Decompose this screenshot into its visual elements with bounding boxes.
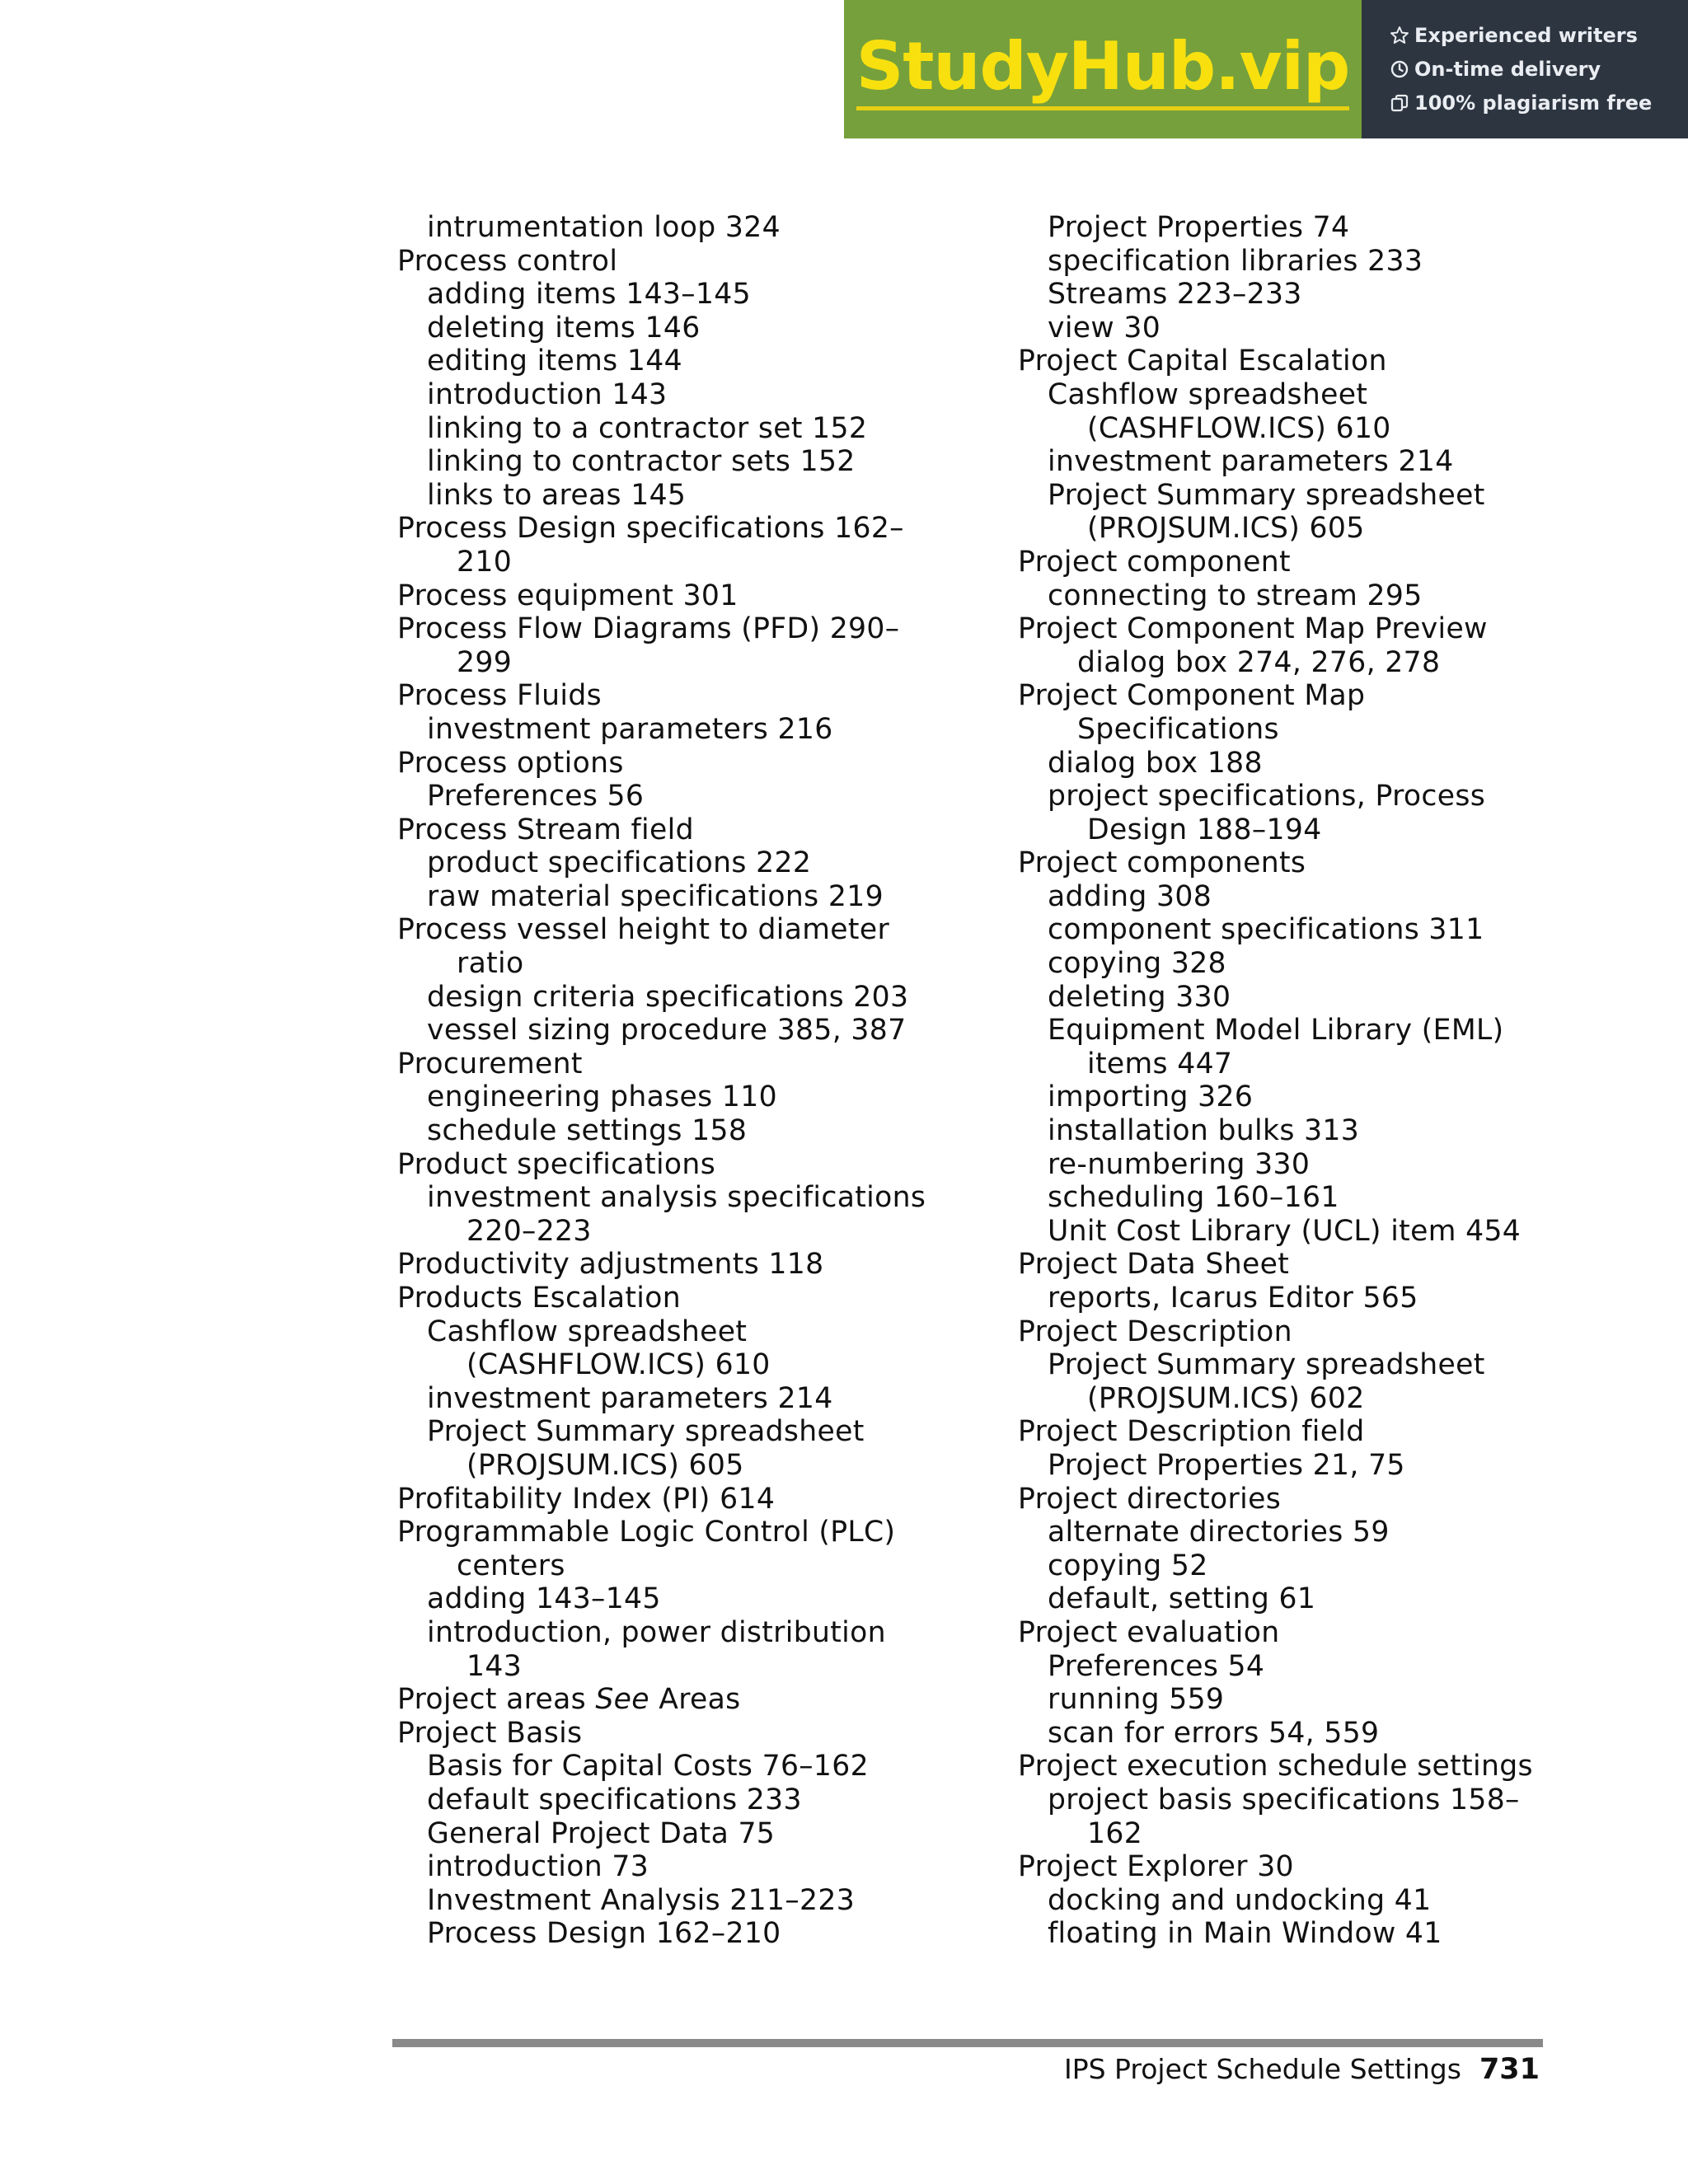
index-entry-text: Project Summary spreadsheet xyxy=(427,1415,865,1449)
index-entry-text: Product specifications xyxy=(397,1147,716,1181)
index-subentry xyxy=(1018,278,1545,312)
index-column-left xyxy=(397,211,925,1951)
index-entry xyxy=(397,245,925,279)
see-target: Areas xyxy=(649,1683,741,1717)
index-subentry xyxy=(1018,1215,1545,1249)
index-subentry xyxy=(397,1181,925,1215)
index-entry xyxy=(397,1683,925,1717)
index-subentry xyxy=(1018,947,1545,981)
index-entry-text: view 30 xyxy=(1048,311,1161,344)
index-entry xyxy=(1018,546,1545,579)
index-entry-text: Process Design 162–210 xyxy=(427,1917,781,1951)
index-subentry xyxy=(1018,445,1545,479)
index-entry-text: items 447 xyxy=(1087,1047,1233,1080)
index-subentry xyxy=(1018,1014,1545,1047)
index-subentry xyxy=(397,1750,925,1783)
index-subentry xyxy=(397,780,925,813)
index-subentry xyxy=(397,846,925,880)
index-entry-text: centers xyxy=(457,1549,565,1582)
index-subentry xyxy=(1018,312,1545,345)
index-subentry xyxy=(397,1315,925,1349)
index-entry-text: Basis for Capital Costs 76–162 xyxy=(427,1750,869,1783)
star-icon xyxy=(1390,26,1409,45)
index-entry-text: Process vessel height to diameter xyxy=(397,913,890,947)
index-entry-text: scheduling 160–161 xyxy=(1048,1181,1339,1215)
index-entry-text: schedule settings 158 xyxy=(427,1114,748,1148)
index-entry xyxy=(397,1516,925,1549)
index-entry-text: design criteria specifications 203 xyxy=(427,980,909,1014)
index-entry-text: Procurement xyxy=(397,1047,583,1080)
index-entry-continuation xyxy=(397,947,925,981)
index-entry xyxy=(397,1282,925,1315)
index-entry-text: default specifications 233 xyxy=(427,1783,802,1816)
index-entry-text: specification libraries 233 xyxy=(1048,244,1423,278)
index-entry-text: scan for errors 54, 559 xyxy=(1048,1716,1380,1750)
index-subentry xyxy=(1018,1080,1545,1114)
index-entry-text: Project Properties 21, 75 xyxy=(1048,1448,1405,1482)
index-entry xyxy=(397,512,925,546)
index-entry-text: Project Explorer 30 xyxy=(1018,1850,1294,1884)
index-entry-text: investment parameters 214 xyxy=(1048,445,1454,479)
index-entry-text: Cashflow spreadsheet xyxy=(427,1315,748,1348)
index-entry-text: Investment Analysis 211–223 xyxy=(427,1883,856,1917)
index-entry xyxy=(1018,846,1545,880)
index-entry xyxy=(397,1148,925,1182)
index-subentry xyxy=(1018,1114,1545,1148)
index-entry-continuation xyxy=(397,1215,925,1249)
index-entry-text: introduction 143 xyxy=(427,377,668,411)
index-entry-text: Design 188–194 xyxy=(1087,813,1322,846)
index-subentry xyxy=(1018,1683,1545,1717)
index-entry-text: Unit Cost Library (UCL) item 454 xyxy=(1048,1214,1522,1248)
index-entry-text: Preferences 56 xyxy=(427,780,645,813)
index-entry-text: Process Stream field xyxy=(397,813,694,846)
index-entry-text: linking to a contractor set 152 xyxy=(427,411,868,445)
index-entry-text: ratio xyxy=(457,947,524,981)
index-entry xyxy=(397,612,925,646)
index-subentry xyxy=(397,1884,925,1918)
page-footer xyxy=(1064,2053,1540,2086)
index-subentry xyxy=(397,278,925,312)
index-subentry xyxy=(1018,747,1545,780)
index-subentry xyxy=(397,1917,925,1951)
index-entry-text: Project Description field xyxy=(1018,1415,1365,1449)
index-entry-text: Project Component Map xyxy=(1018,679,1366,713)
index-subentry xyxy=(1018,1917,1545,1951)
index-subentry xyxy=(397,412,925,446)
index-subentry xyxy=(1018,1650,1545,1684)
index-subentry xyxy=(397,445,925,479)
index-subentry xyxy=(397,1080,925,1114)
index-entry-text: Project Data Sheet xyxy=(1018,1248,1290,1282)
index-entry-text: Project Summary spreadsheet xyxy=(1048,478,1485,512)
feature-on-time-delivery xyxy=(1390,53,1688,87)
index-entry-text: adding 143–145 xyxy=(427,1582,661,1616)
feature-list xyxy=(1362,0,1688,138)
index-subentry xyxy=(1018,880,1545,914)
index-entry-continuation xyxy=(397,1449,925,1483)
index-entry-text: Project component xyxy=(1018,545,1291,579)
index-entry-text: Project Component Map Preview xyxy=(1018,612,1488,646)
index-entry-continuation xyxy=(1018,813,1545,847)
index-entry-text: deleting 330 xyxy=(1048,980,1231,1014)
index-entry-text: component specifications 311 xyxy=(1048,913,1484,947)
index-entry-text: Project Basis xyxy=(397,1716,583,1750)
index-entry-text: Products Escalation xyxy=(397,1282,682,1315)
index-entry-text: Streams 223–233 xyxy=(1048,278,1302,312)
index-entry-text: Specifications xyxy=(1077,712,1279,746)
index-entry-text: (PROJSUM.ICS) 602 xyxy=(1087,1381,1365,1415)
clock-icon xyxy=(1390,59,1409,79)
index-subentry xyxy=(1018,913,1545,947)
feature-label: On-time delivery xyxy=(1414,58,1601,81)
index-entry xyxy=(397,679,925,713)
index-entry xyxy=(397,1717,925,1750)
index-entry-text: default, setting 61 xyxy=(1048,1582,1316,1616)
index-subentry xyxy=(1018,211,1545,245)
index-entry xyxy=(1018,1616,1545,1650)
index-entry-text: project basis specifications 158– xyxy=(1048,1783,1520,1816)
index-entry-text: 143 xyxy=(467,1649,523,1683)
index-entry-text: project specifications, Process xyxy=(1048,780,1486,813)
index-entry-text: reports, Icarus Editor 565 xyxy=(1048,1282,1418,1315)
index-entry-text: linking to contractor sets 152 xyxy=(427,445,856,479)
index-entry-text: (PROJSUM.ICS) 605 xyxy=(1087,512,1365,546)
index-subentry xyxy=(1018,479,1545,513)
index-entry xyxy=(1018,612,1545,646)
index-subentry xyxy=(1018,1783,1545,1817)
index-entry-text: product specifications 222 xyxy=(427,846,812,880)
brand-name: StudyHub.vip xyxy=(856,29,1350,110)
index-subentry xyxy=(1018,1449,1545,1483)
page-number: 731 xyxy=(1479,2053,1540,2086)
index-entry-text: importing 326 xyxy=(1048,1080,1254,1114)
index-entry xyxy=(1018,1315,1545,1349)
index-entry-text: Project areas xyxy=(397,1683,596,1717)
index-entry-text: dialog box 188 xyxy=(1048,746,1263,780)
index-entry-text: Project Description xyxy=(1018,1315,1292,1348)
index-entry-text: Project Summary spreadsheet xyxy=(1048,1348,1485,1382)
index-entry-text: investment analysis specifications xyxy=(427,1181,926,1215)
index-entry-text: Preferences 54 xyxy=(1048,1649,1265,1683)
index-subentry xyxy=(397,378,925,412)
index-entry-text: investment parameters 216 xyxy=(427,712,833,746)
index-entry-text: Process control xyxy=(397,244,618,278)
index-subentry xyxy=(1018,1717,1545,1750)
index-subentry xyxy=(397,880,925,914)
index-subentry xyxy=(1018,780,1545,813)
index-entry xyxy=(1018,1750,1545,1783)
index-subentry xyxy=(1018,1582,1545,1616)
index-subentry xyxy=(397,1014,925,1047)
index-entry xyxy=(1018,1850,1545,1884)
index-subentry xyxy=(397,479,925,513)
index-subentry xyxy=(1018,1282,1545,1315)
index-entry-text: installation bulks 313 xyxy=(1048,1114,1360,1148)
index-entry-text: copying 328 xyxy=(1048,947,1226,981)
index-entry-continuation xyxy=(397,546,925,579)
index-entry-text: Process Fluids xyxy=(397,679,603,713)
index-entry-text: intrumentation loop 324 xyxy=(427,211,781,244)
index-subentry xyxy=(1018,1348,1545,1382)
index-subentry xyxy=(1018,981,1545,1015)
index-entry-text: links to areas 145 xyxy=(427,478,687,512)
index-entry-text: adding items 143–145 xyxy=(427,278,751,312)
index-entry-text: Project evaluation xyxy=(1018,1615,1280,1649)
index-entry-text: 220–223 xyxy=(467,1214,592,1248)
index-entry xyxy=(397,747,925,780)
index-entry-text: Project components xyxy=(1018,846,1306,880)
index-entry-continuation xyxy=(1018,713,1545,747)
index-entry-text: alternate directories 59 xyxy=(1048,1516,1390,1549)
studyhub-banner[interactable] xyxy=(844,0,1688,138)
index-subentry xyxy=(397,344,925,378)
index-entry xyxy=(397,1248,925,1282)
index-entry-text: (CASHFLOW.ICS) 610 xyxy=(467,1348,771,1382)
index-subentry xyxy=(1018,1181,1545,1215)
index-entry-text: Cashflow spreadsheet xyxy=(1048,377,1368,411)
index-subentry xyxy=(1018,579,1545,613)
index-entry-continuation xyxy=(397,1348,925,1382)
index-entry-text: Project execution schedule settings xyxy=(1018,1750,1533,1783)
index-entry xyxy=(1018,344,1545,378)
index-column-right xyxy=(1018,211,1545,1951)
index-entry-text: Process Design specifications 162– xyxy=(397,512,904,546)
index-entry-text: Equipment Model Library (EML) xyxy=(1048,1014,1504,1047)
index-entry-continuation xyxy=(1018,1817,1545,1851)
feature-label: Experienced writers xyxy=(1414,24,1638,47)
index-subentry xyxy=(1018,245,1545,279)
index-entry-continuation xyxy=(397,1650,925,1684)
index-entry-continuation xyxy=(1018,512,1545,546)
index-entry-text: Project Properties 74 xyxy=(1048,211,1350,244)
index-entry-text: Process Flow Diagrams (PFD) 290– xyxy=(397,612,900,646)
index-entry-text: investment parameters 214 xyxy=(427,1381,833,1415)
index-subentry xyxy=(1018,1884,1545,1918)
see-reference: See xyxy=(595,1683,649,1717)
index-entry-text: engineering phases 110 xyxy=(427,1080,777,1114)
index-entry-text: 162 xyxy=(1087,1816,1143,1850)
index-entry-text: General Project Data 75 xyxy=(427,1816,776,1850)
footer-section-title: IPS Project Schedule Settings xyxy=(1063,2053,1461,2085)
index-entry-continuation xyxy=(1018,412,1545,446)
index-entry-text: introduction 73 xyxy=(427,1850,649,1884)
index-subentry xyxy=(397,1616,925,1650)
index-entry-continuation xyxy=(1018,1382,1545,1416)
index-subentry xyxy=(397,1582,925,1616)
index-entry-text: Productivity adjustments 118 xyxy=(397,1248,824,1282)
index-subentry xyxy=(397,713,925,747)
index-entry xyxy=(1018,1248,1545,1282)
index-entry-text: copying 52 xyxy=(1048,1549,1208,1582)
index-subentry xyxy=(1018,1549,1545,1583)
index-entry-text: (PROJSUM.ICS) 605 xyxy=(467,1448,744,1482)
index-subentry xyxy=(1018,1148,1545,1182)
index-entry-text: re-numbering 330 xyxy=(1048,1147,1311,1181)
copy-icon xyxy=(1390,93,1409,113)
index-entry-text: running 559 xyxy=(1048,1683,1225,1717)
index-entry-continuation xyxy=(397,1549,925,1583)
index-entry xyxy=(397,579,925,613)
index-entry-text: Process options xyxy=(397,746,624,780)
index-entry-text: (CASHFLOW.ICS) 610 xyxy=(1087,411,1391,445)
feature-label: 100% plagiarism free xyxy=(1414,91,1653,115)
index-entry-text: Project directories xyxy=(1018,1482,1282,1516)
index-entry-text: 299 xyxy=(457,645,513,679)
studyhub-logo[interactable] xyxy=(844,0,1362,138)
index-entry-text: 210 xyxy=(457,545,513,579)
index-subentry xyxy=(397,211,925,245)
index-subentry xyxy=(397,1415,925,1449)
index-entry-text: adding 308 xyxy=(1048,879,1212,913)
index-entry-text: raw material specifications 219 xyxy=(427,879,884,913)
index-entry xyxy=(397,1047,925,1081)
index-entry-text: Process equipment 301 xyxy=(397,579,738,612)
index-entry-text: docking and undocking 41 xyxy=(1048,1883,1432,1917)
index-entry-text: floating in Main Window 41 xyxy=(1048,1917,1442,1951)
index-entry-text: introduction, power distribution xyxy=(427,1615,886,1649)
index-subentry xyxy=(397,1783,925,1817)
feature-plagiarism-free xyxy=(1390,87,1688,120)
index-entry xyxy=(397,913,925,947)
index-subentry xyxy=(397,1114,925,1148)
index-entry-text: Project Capital Escalation xyxy=(1018,344,1387,378)
index-entry xyxy=(397,1483,925,1516)
index-subentry xyxy=(397,1382,925,1416)
index-entry-text: Programmable Logic Control (PLC) xyxy=(397,1516,896,1549)
index-subentry xyxy=(397,1817,925,1851)
index-entry-text: editing items 144 xyxy=(427,344,682,378)
index-entry xyxy=(1018,1415,1545,1449)
index-entry-text: connecting to stream 295 xyxy=(1048,579,1423,612)
index-subentry xyxy=(1018,378,1545,412)
index-entry-continuation xyxy=(1018,646,1545,680)
footer-rule xyxy=(392,2039,1543,2047)
index-entry-continuation xyxy=(397,646,925,680)
index-entry xyxy=(397,813,925,847)
index-entry xyxy=(1018,1483,1545,1516)
index-entry-text: vessel sizing procedure 385, 387 xyxy=(427,1014,907,1047)
index-subentry xyxy=(397,312,925,345)
index-entry xyxy=(1018,679,1545,713)
index-entry-text: Profitability Index (PI) 614 xyxy=(397,1482,776,1516)
index-entry-text: dialog box 274, 276, 278 xyxy=(1077,645,1441,679)
index-subentry xyxy=(397,1850,925,1884)
index-entry-continuation xyxy=(1018,1047,1545,1081)
index-entry-text: deleting items 146 xyxy=(427,311,701,344)
index-subentry xyxy=(1018,1516,1545,1549)
feature-experienced-writers xyxy=(1390,19,1688,53)
index-subentry xyxy=(397,981,925,1015)
